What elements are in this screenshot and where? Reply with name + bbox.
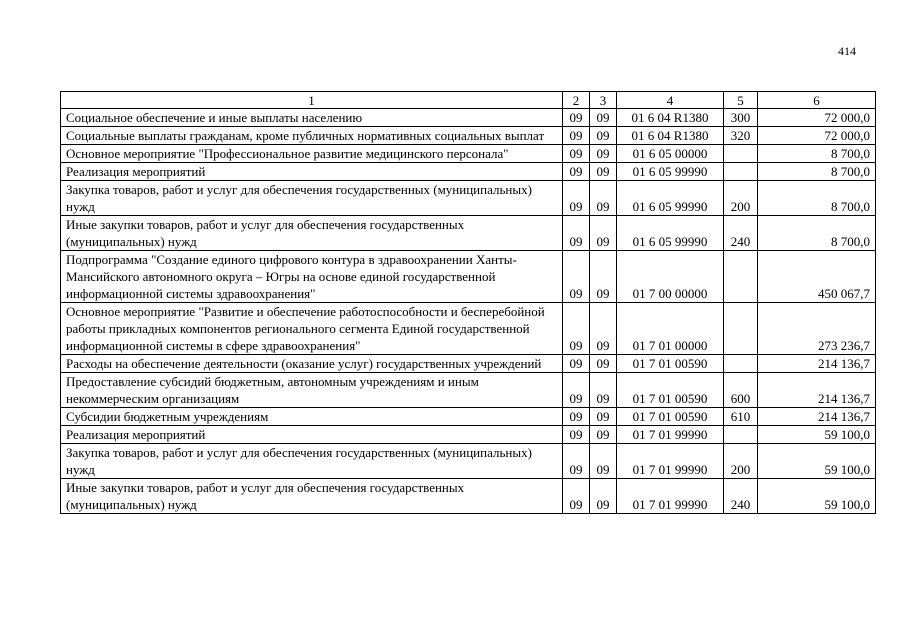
table-row xyxy=(61,426,876,444)
row-name: Иные закупки товаров, работ и услуг для обеспечения государственных (муниципальных) нужд xyxy=(61,216,563,251)
row-target-article: 01 7 00 00000 xyxy=(617,251,724,303)
row-name: Социальное обеспечение и иные выплаты населению xyxy=(61,109,563,127)
row-amount: 273 236,7 xyxy=(758,303,876,355)
row-section: 09 xyxy=(563,127,590,145)
row-subsection: 09 xyxy=(590,303,617,355)
row-name: Предоставление субсидий бюджетным, автономным учреждениям и иным некоммерческим организациям xyxy=(61,373,563,408)
row-name: Реализация мероприятий xyxy=(61,163,563,181)
table-body xyxy=(61,109,876,514)
header-col-5: 5 xyxy=(724,92,758,109)
row-section: 09 xyxy=(563,181,590,216)
row-target-article: 01 6 05 99990 xyxy=(617,216,724,251)
table-row xyxy=(61,373,876,408)
row-subsection: 09 xyxy=(590,408,617,426)
row-subsection: 09 xyxy=(590,479,617,514)
row-target-article: 01 7 01 99990 xyxy=(617,426,724,444)
row-section: 09 xyxy=(563,163,590,181)
row-amount: 72 000,0 xyxy=(758,127,876,145)
row-expense-type: 240 xyxy=(724,479,758,514)
row-amount: 214 136,7 xyxy=(758,408,876,426)
row-amount: 8 700,0 xyxy=(758,181,876,216)
row-section: 09 xyxy=(563,303,590,355)
row-target-article: 01 7 01 00590 xyxy=(617,373,724,408)
table-row xyxy=(61,127,876,145)
row-expense-type: 240 xyxy=(724,216,758,251)
row-amount: 59 100,0 xyxy=(758,479,876,514)
row-target-article: 01 6 04 R1380 xyxy=(617,127,724,145)
header-col-2: 2 xyxy=(563,92,590,109)
row-target-article: 01 6 04 R1380 xyxy=(617,109,724,127)
row-section: 09 xyxy=(563,444,590,479)
row-section: 09 xyxy=(563,479,590,514)
row-name: Основное мероприятие "Развитие и обеспечение работоспособности и бесперебойной работы прикладных компонентов регионального сегмента Единой государственной информационной системы в сфере здравоохранения" xyxy=(61,303,563,355)
row-section: 09 xyxy=(563,426,590,444)
table-row xyxy=(61,479,876,514)
row-section: 09 xyxy=(563,373,590,408)
row-amount: 72 000,0 xyxy=(758,109,876,127)
row-name: Социальные выплаты гражданам, кроме публичных нормативных социальных выплат xyxy=(61,127,563,145)
row-target-article: 01 7 01 00000 xyxy=(617,303,724,355)
row-name: Закупка товаров, работ и услуг для обеспечения государственных (муниципальных) нужд xyxy=(61,444,563,479)
row-expense-type xyxy=(724,163,758,181)
row-section: 09 xyxy=(563,109,590,127)
row-subsection: 09 xyxy=(590,181,617,216)
row-expense-type: 200 xyxy=(724,444,758,479)
row-section: 09 xyxy=(563,355,590,373)
row-expense-type: 320 xyxy=(724,127,758,145)
row-subsection: 09 xyxy=(590,251,617,303)
header-col-4: 4 xyxy=(617,92,724,109)
row-name: Основное мероприятие "Профессиональное развитие медицинского персонала" xyxy=(61,145,563,163)
table-row xyxy=(61,444,876,479)
row-subsection: 09 xyxy=(590,145,617,163)
row-name: Субсидии бюджетным учреждениям xyxy=(61,408,563,426)
row-expense-type xyxy=(724,303,758,355)
table-header-row xyxy=(61,92,876,109)
table-row xyxy=(61,181,876,216)
row-amount: 59 100,0 xyxy=(758,444,876,479)
page-number: 414 xyxy=(838,44,856,58)
header-col-3: 3 xyxy=(590,92,617,109)
row-target-article: 01 6 05 99990 xyxy=(617,163,724,181)
table-row xyxy=(61,408,876,426)
row-name: Иные закупки товаров, работ и услуг для обеспечения государственных (муниципальных) нужд xyxy=(61,479,563,514)
row-target-article: 01 6 05 99990 xyxy=(617,181,724,216)
row-subsection: 09 xyxy=(590,355,617,373)
row-name: Реализация мероприятий xyxy=(61,426,563,444)
row-target-article: 01 7 01 00590 xyxy=(617,355,724,373)
row-subsection: 09 xyxy=(590,163,617,181)
row-name: Расходы на обеспечение деятельности (оказание услуг) государственных учреждений xyxy=(61,355,563,373)
row-section: 09 xyxy=(563,251,590,303)
table-row xyxy=(61,216,876,251)
row-expense-type xyxy=(724,426,758,444)
row-amount: 8 700,0 xyxy=(758,163,876,181)
row-subsection: 09 xyxy=(590,127,617,145)
row-amount: 8 700,0 xyxy=(758,216,876,251)
row-expense-type xyxy=(724,145,758,163)
row-name: Подпрограмма "Создание единого цифрового контура в здравоохранении Ханты-Мансийского автономного округа – Югры на основе единой государственной информационной системы здравоохранения" xyxy=(61,251,563,303)
header-col-1: 1 xyxy=(61,92,563,109)
table-row xyxy=(61,163,876,181)
row-expense-type: 200 xyxy=(724,181,758,216)
row-amount: 59 100,0 xyxy=(758,426,876,444)
row-subsection: 09 xyxy=(590,373,617,408)
row-target-article: 01 7 01 00590 xyxy=(617,408,724,426)
row-expense-type: 300 xyxy=(724,109,758,127)
row-subsection: 09 xyxy=(590,109,617,127)
row-expense-type: 600 xyxy=(724,373,758,408)
row-amount: 214 136,7 xyxy=(758,373,876,408)
row-name: Закупка товаров, работ и услуг для обеспечения государственных (муниципальных) нужд xyxy=(61,181,563,216)
row-expense-type xyxy=(724,355,758,373)
budget-table xyxy=(60,91,876,514)
row-section: 09 xyxy=(563,145,590,163)
row-expense-type xyxy=(724,251,758,303)
table-row xyxy=(61,109,876,127)
row-subsection: 09 xyxy=(590,216,617,251)
header-col-6: 6 xyxy=(758,92,876,109)
row-expense-type: 610 xyxy=(724,408,758,426)
table-row xyxy=(61,145,876,163)
row-section: 09 xyxy=(563,408,590,426)
row-amount: 8 700,0 xyxy=(758,145,876,163)
row-target-article: 01 7 01 99990 xyxy=(617,444,724,479)
row-target-article: 01 6 05 00000 xyxy=(617,145,724,163)
row-section: 09 xyxy=(563,216,590,251)
table-row xyxy=(61,303,876,355)
row-target-article: 01 7 01 99990 xyxy=(617,479,724,514)
table-row xyxy=(61,355,876,373)
row-subsection: 09 xyxy=(590,444,617,479)
row-amount: 214 136,7 xyxy=(758,355,876,373)
row-subsection: 09 xyxy=(590,426,617,444)
row-amount: 450 067,7 xyxy=(758,251,876,303)
table-row xyxy=(61,251,876,303)
